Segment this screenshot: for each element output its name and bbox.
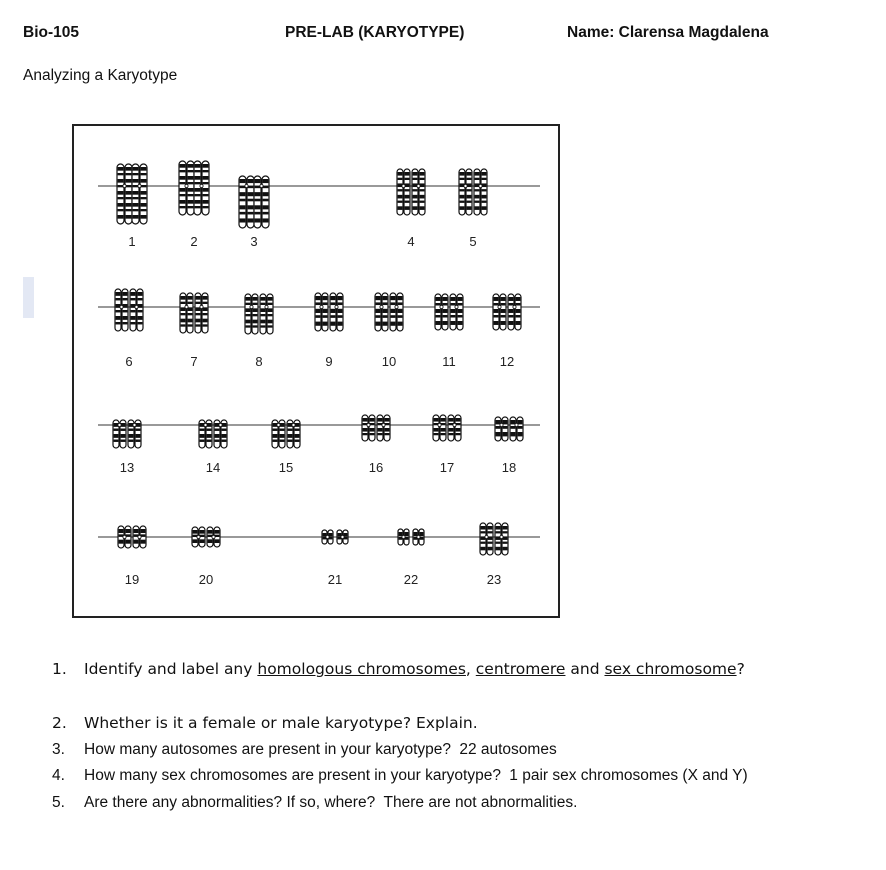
term-sex-chromosome: sex chromosome	[604, 660, 737, 678]
question-text: How many sex chromosomes are present in your karyotype?	[84, 767, 501, 784]
chromosome-label-21: 21	[327, 572, 343, 587]
chromosome-label-15: 15	[278, 460, 294, 475]
question-text: Identify and label any	[84, 660, 258, 678]
answer-text: 1 pair sex chromosomes (X and Y)	[509, 767, 748, 784]
chromosome-label-22: 22	[403, 572, 419, 587]
term-homologous: homologous chromosomes	[257, 660, 466, 678]
question-3	[52, 741, 557, 759]
question-suffix: ?	[736, 660, 745, 678]
section-subtitle: Analyzing a Karyotype	[23, 67, 178, 84]
chromosome-label-19: 19	[124, 572, 140, 587]
question-number: 1.	[52, 660, 67, 678]
question-number: 4.	[52, 767, 65, 784]
chromosome-label-2: 2	[190, 234, 198, 249]
chromosome-label-14: 14	[205, 460, 221, 475]
term-centromere: centromere	[475, 660, 566, 678]
chromosome-pair-1	[117, 164, 147, 224]
chromosome-label-10: 10	[381, 354, 397, 369]
chromosome-label-5: 5	[469, 234, 477, 249]
chromosome-label-11: 11	[442, 354, 456, 369]
question-5	[52, 794, 577, 812]
answer-text: There are not abnormalities.	[383, 794, 578, 811]
chromosome-label-6: 6	[125, 354, 133, 369]
separator: ,	[465, 660, 476, 678]
margin-marker	[23, 277, 34, 318]
chromosome-label-16: 16	[368, 460, 384, 475]
separator: and	[565, 660, 605, 678]
question-number: 5.	[52, 794, 65, 811]
chromosome-label-3: 3	[250, 234, 258, 249]
chromosome-label-1: 1	[128, 234, 136, 249]
question-number: 2.	[52, 714, 67, 732]
document-title: PRE-LAB (KARYOTYPE)	[285, 24, 465, 41]
course-code: Bio-105	[23, 24, 79, 41]
chromosome-label-23: 23	[486, 572, 502, 587]
chromosome-label-9: 9	[325, 354, 333, 369]
question-1	[52, 660, 745, 678]
question-text: How many autosomes are present in your karyotype?	[84, 741, 452, 758]
chromosome-label-4: 4	[407, 234, 415, 249]
chromosome-pair-3	[239, 176, 269, 228]
question-2	[52, 714, 478, 732]
student-name: Name: Clarensa Magdalena	[567, 24, 769, 41]
question-text: Are there any abnormalities? If so, where?	[84, 794, 376, 811]
answer-text: 22 autosomes	[459, 741, 557, 758]
chromosome-label-13: 13	[119, 460, 135, 475]
chromosome-label-12: 12	[499, 354, 515, 369]
chromosome-pair-2	[179, 161, 209, 215]
question-4	[52, 767, 748, 785]
question-number: 3.	[52, 741, 65, 758]
chromosome-label-17: 17	[439, 460, 455, 475]
chromosome-label-18: 18	[501, 460, 517, 475]
chromosome-label-7: 7	[190, 354, 198, 369]
chromosome-label-20: 20	[198, 572, 214, 587]
question-text: Whether is it a female or male karyotype? Explain.	[84, 714, 478, 732]
chromosome-label-8: 8	[255, 354, 263, 369]
karyotype-figure	[72, 124, 560, 618]
